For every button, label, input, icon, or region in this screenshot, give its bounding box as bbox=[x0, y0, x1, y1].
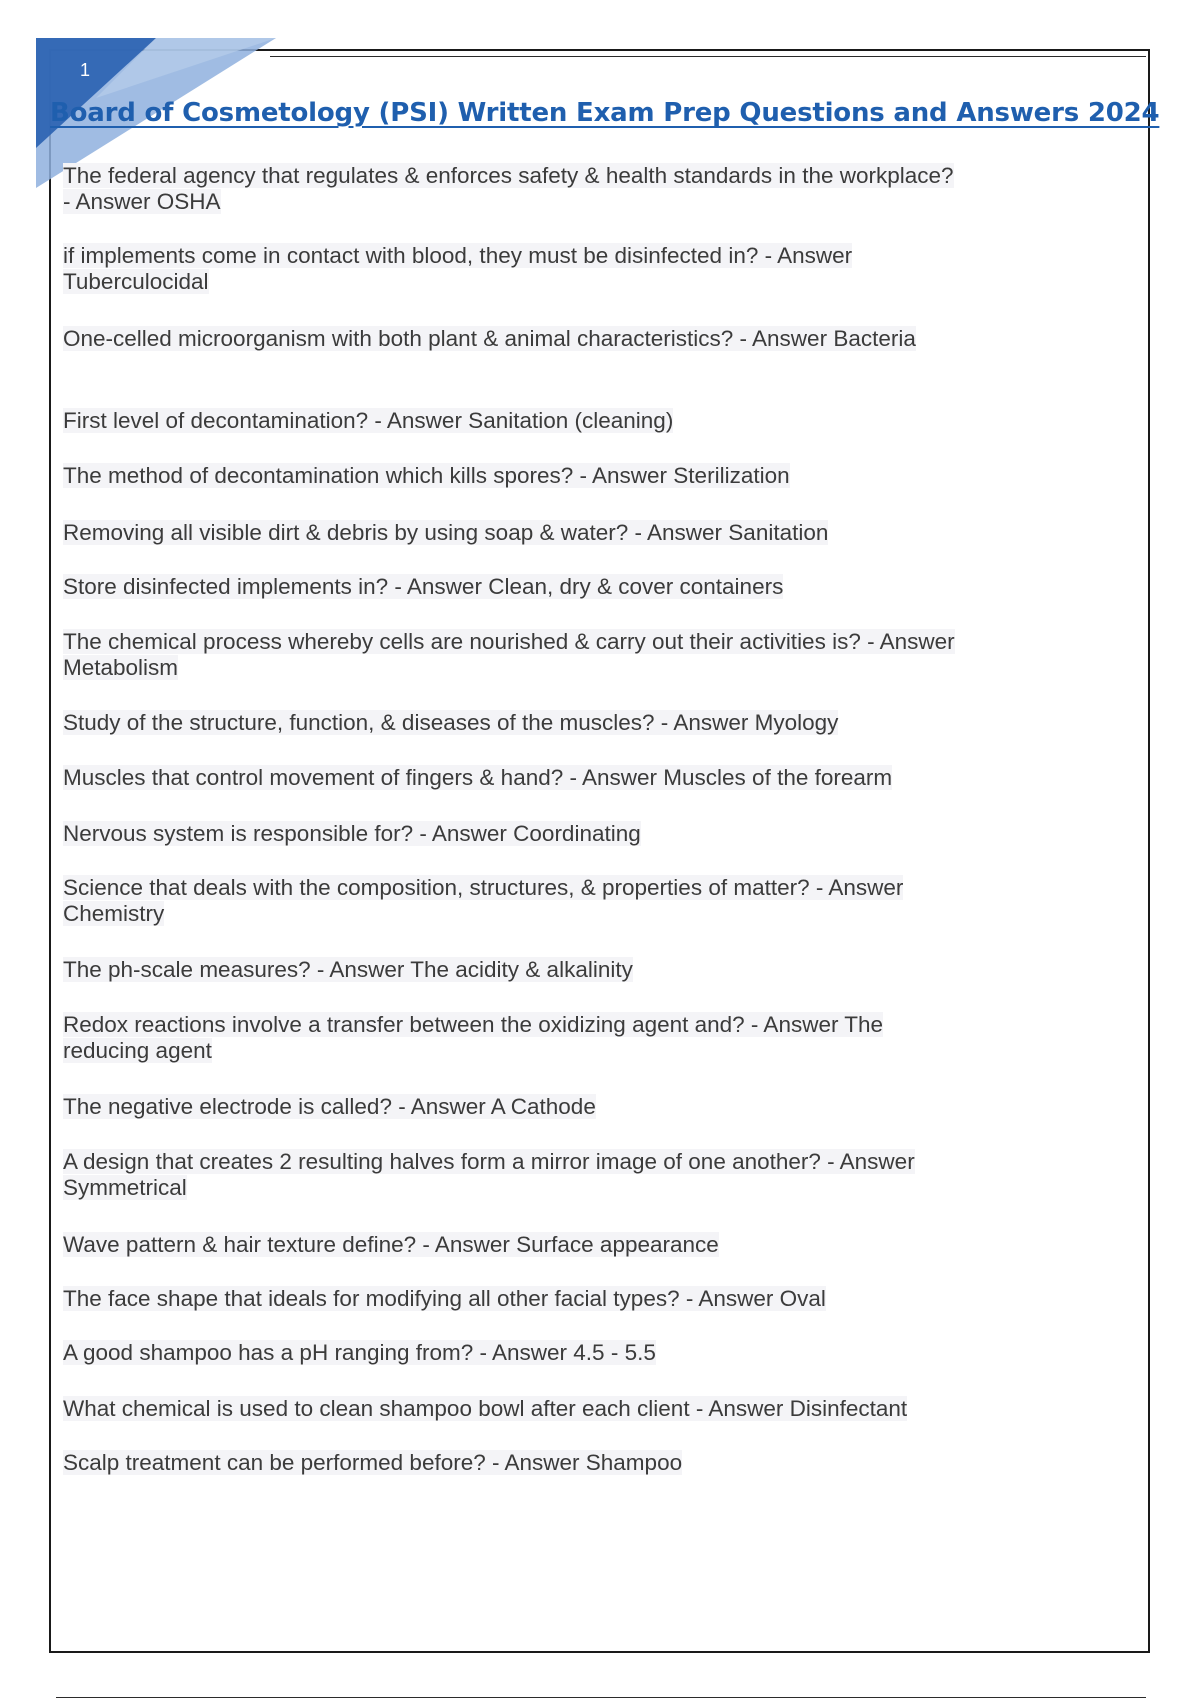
qa-item bbox=[63, 821, 1013, 847]
qa-text: First level of decontamination? - Answer Sanitation (cleaning) bbox=[63, 408, 674, 433]
qa-item bbox=[63, 1012, 963, 1064]
qa-item bbox=[63, 1450, 1013, 1476]
qa-text: The negative electrode is called? - Answer A Cathode bbox=[63, 1094, 596, 1119]
qa-text: Muscles that control movement of fingers & hand? - Answer Muscles of the forearm bbox=[63, 765, 893, 790]
qa-item bbox=[63, 408, 1013, 434]
document-title: Board of Cosmetology (PSI) Written Exam Prep Questions and Answers 2024 bbox=[50, 98, 1160, 128]
qa-item bbox=[63, 1340, 1013, 1366]
qa-item bbox=[63, 1396, 1063, 1422]
qa-item bbox=[63, 710, 1013, 736]
qa-text: Scalp treatment can be performed before? - Answer Shampoo bbox=[63, 1450, 683, 1475]
top-rule bbox=[270, 56, 1146, 57]
qa-text: Redox reactions involve a transfer between the oxidizing agent and? - Answer The reducing agent bbox=[63, 1012, 884, 1063]
qa-item bbox=[63, 574, 1013, 600]
qa-text: The ph-scale measures? - Answer The acidity & alkalinity bbox=[63, 957, 633, 982]
qa-item bbox=[63, 1286, 1013, 1312]
qa-item bbox=[63, 1232, 1013, 1258]
qa-text: Study of the structure, function, & diseases of the muscles? - Answer Myology bbox=[63, 710, 839, 735]
page-number: 1 bbox=[80, 60, 91, 80]
qa-text: One-celled microorganism with both plant & animal characteristics? - Answer Bacteria bbox=[63, 326, 916, 351]
qa-item bbox=[63, 520, 1013, 546]
qa-text: if implements come in contact with blood, they must be disinfected in? - Answer Tuberculocidal bbox=[63, 243, 853, 294]
qa-item bbox=[63, 1094, 1013, 1120]
qa-text: Store disinfected implements in? - Answer Clean, dry & cover containers bbox=[63, 574, 784, 599]
qa-item bbox=[63, 957, 1013, 983]
qa-item bbox=[63, 765, 1043, 791]
qa-item bbox=[63, 1149, 943, 1201]
qa-text: A good shampoo has a pH ranging from? - Answer 4.5 - 5.5 bbox=[63, 1340, 656, 1365]
qa-item bbox=[63, 463, 1013, 489]
qa-item bbox=[63, 629, 963, 681]
qa-text: Nervous system is responsible for? - Answer Coordinating bbox=[63, 821, 641, 846]
qa-item bbox=[63, 326, 963, 352]
qa-text: Science that deals with the composition, structures, & properties of matter? - Answer Chemistry bbox=[63, 875, 904, 926]
qa-text: The chemical process whereby cells are nourished & carry out their activities is? - Answer Metabolism bbox=[63, 629, 955, 680]
qa-text: The method of decontamination which kills spores? - Answer Sterilization bbox=[63, 463, 790, 488]
qa-text: Removing all visible dirt & debris by using soap & water? - Answer Sanitation bbox=[63, 520, 829, 545]
qa-item bbox=[63, 243, 963, 295]
qa-text: The face shape that ideals for modifying all other facial types? - Answer Oval bbox=[63, 1286, 826, 1311]
qa-text: The federal agency that regulates & enforces safety & health standards in the workplace? - Answer OSHA bbox=[63, 163, 954, 214]
qa-text: A design that creates 2 resulting halves form a mirror image of one another? - Answer Symmetrical bbox=[63, 1149, 915, 1200]
qa-item bbox=[63, 163, 963, 215]
qa-text: What chemical is used to clean shampoo bowl after each client - Answer Disinfectant bbox=[63, 1396, 908, 1421]
bottom-rule bbox=[56, 1697, 1146, 1698]
qa-text: Wave pattern & hair texture define? - Answer Surface appearance bbox=[63, 1232, 719, 1257]
qa-item bbox=[63, 875, 983, 927]
